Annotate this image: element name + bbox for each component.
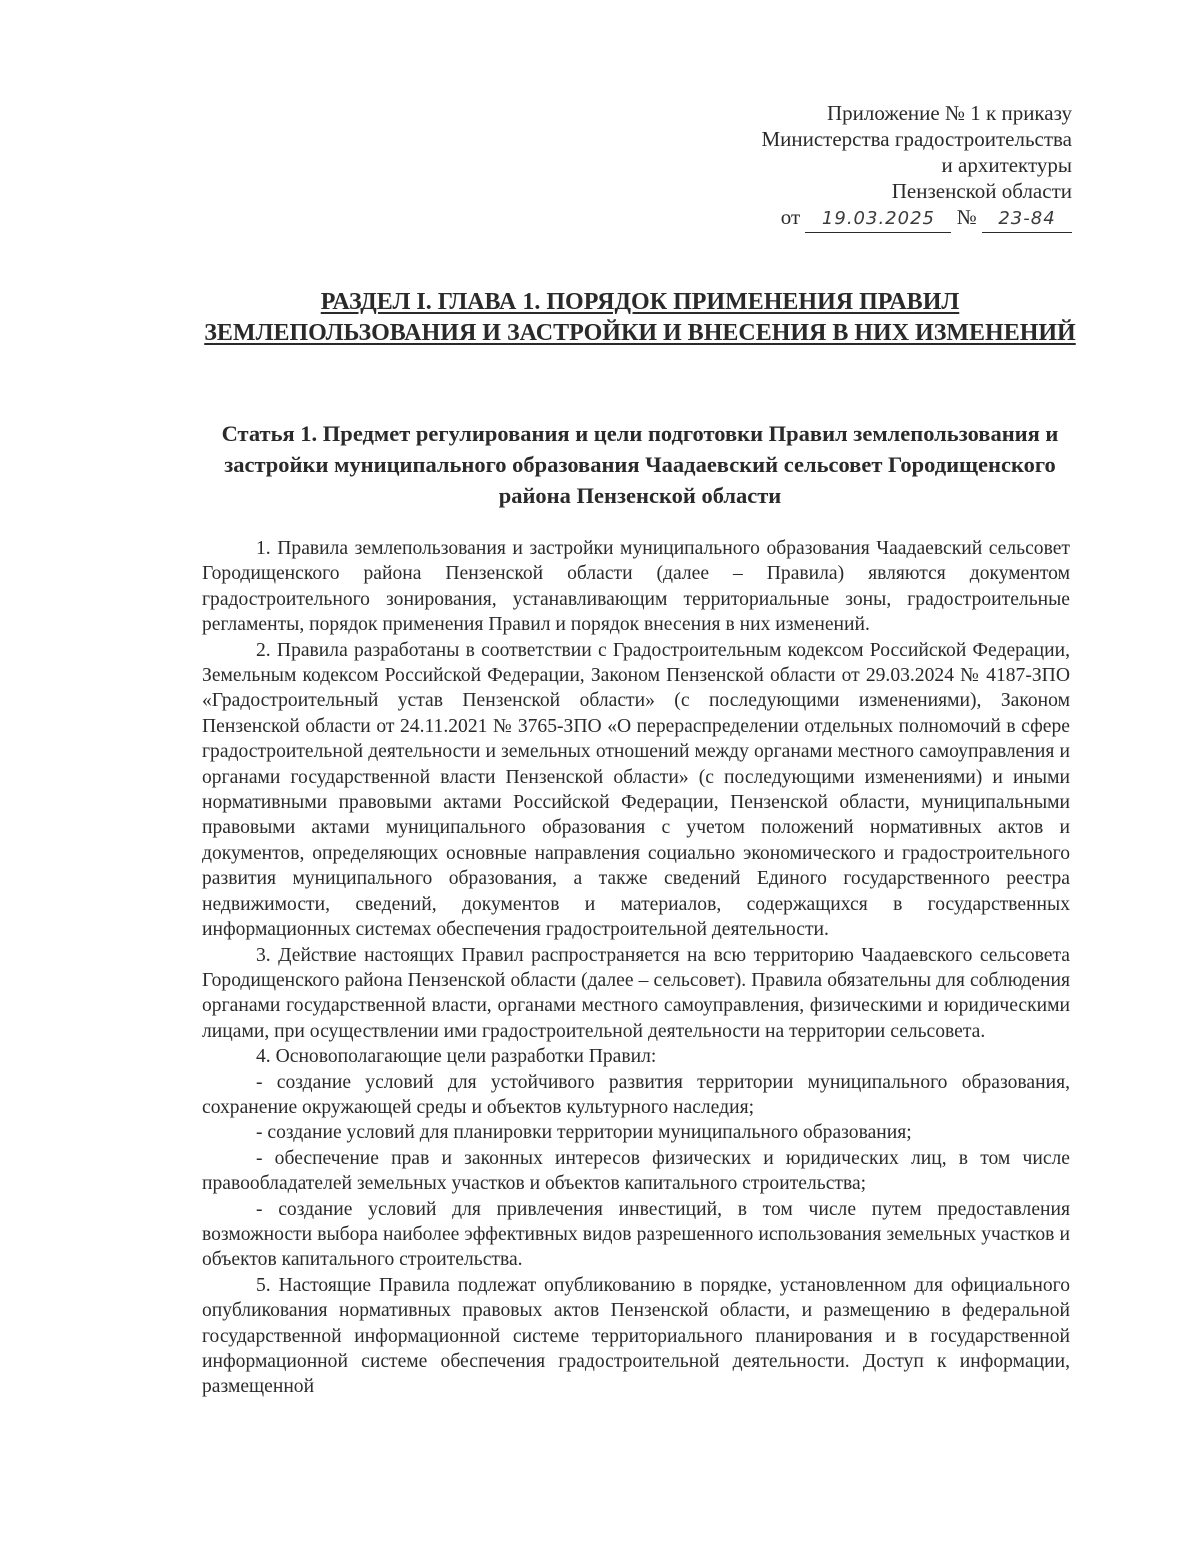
from-label: от [780, 205, 801, 229]
paragraph: 3. Действие настоящих Правил распространяется на всю территорию Чаадаевского сельсовета Городищенского района Пензенской области (далее – сельсовет). Правила обязательны для соблюдения органами государственной власти, органами местного самоуправления, физическими и юридическими лицами, при осуществлении ими градостроительной деятельности на территории сельсовета. [202, 944, 1070, 1042]
appendix-header [652, 100, 1072, 233]
paragraph: 2. Правила разработаны в соответствии с Градостроительным кодексом Российской Федерации, Земельным кодексом Российской Федерации, Законом Пензенской области от 29.03.2024 № 4187-ЗПО «Градостроительный устав Пензенской области» (с последующими изменениями), Законом Пензенской области от 24.11.2021 № 3765-ЗПО «О перераспределении отдельных полномочий в сфере градостроительной деятельности и земельных отношений между органами местного самоуправления и органами государственной власти Пензенской области» (с последующими изменениями) и иными нормативными правовыми актами Российской Федерации, Пензенской области, муниципальными правовыми актами муниципального образования с учетом положений нормативных актов и документов, определяющих основные направления социально экономического и градостроительного развития муниципального образования, а также сведений Единого государственного реестра недвижимости, сведений, документов и материалов, содержащихся в государственных информационных системах обеспечения градостроительной деятельности. [202, 639, 1070, 941]
appendix-line-4: Пензенской области [891, 179, 1072, 203]
list-item: - создание условий для планировки территории муниципального образования; [256, 1122, 912, 1144]
list-item: - обеспечение прав и законных интересов физических и юридических лиц, в том числе правообладателей земельных участков и объектов капитального строительства; [202, 1147, 1070, 1195]
order-date-number-line [652, 204, 1072, 233]
handwritten-date: 19.03.2025 [805, 206, 951, 233]
number-label: № [956, 205, 977, 229]
handwritten-number: 23-84 [982, 206, 1072, 233]
section-title: РАЗДЕЛ I. ГЛАВА 1. ПОРЯДОК ПРИМЕНЕНИЯ ПРАВИЛ ЗЕМЛЕПОЛЬЗОВАНИЯ И ЗАСТРОЙКИ И ВНЕСЕНИЯ В НИХ ИЗМЕНЕНИЙ [204, 289, 1076, 346]
list-item: - создание условий для привлечения инвестиций, в том числе путем предоставления возможности выбора наиболее эффективных видов разрешенного использования земельных участков и объектов капитального строительства. [202, 1198, 1070, 1271]
appendix-line-1: Приложение № 1 к приказу [827, 101, 1072, 125]
paragraph: 4. Основополагающие цели разработки Правил: [256, 1046, 657, 1068]
appendix-line-3: и архитектуры [941, 153, 1072, 177]
article-title: Статья 1. Предмет регулирования и цели подготовки Правил землепользования и застройки муниципального образования Чаадаевский сельсовет Городищенского района Пензенской области [221, 421, 1059, 508]
body-text [202, 536, 1070, 1400]
paragraph: 5. Настоящие Правила подлежат опубликованию в порядке, установленном для официального опубликования нормативных правовых актов Пензенской области, и размещению в федеральной государственной информационной системе территориального планирования и в государственной информационной системе обеспечения градостроительной деятельности. Доступ к информации, размещенной [202, 1274, 1070, 1398]
paragraph: 1. Правила землепользования и застройки муниципального образования Чаадаевский сельсовет Городищенского района Пензенской области (далее – Правила) являются документом градостроительного зонирования, устанавливающим территориальные зоны, градостроительные регламенты, порядок применения Правил и порядок внесения в них изменений. [202, 538, 1070, 636]
appendix-line-2: Министерства градостроительства [761, 127, 1072, 151]
list-item: - создание условий для устойчивого развития территории муниципального образования, сохранение окружающей среды и объектов культурного наследия; [202, 1071, 1070, 1118]
